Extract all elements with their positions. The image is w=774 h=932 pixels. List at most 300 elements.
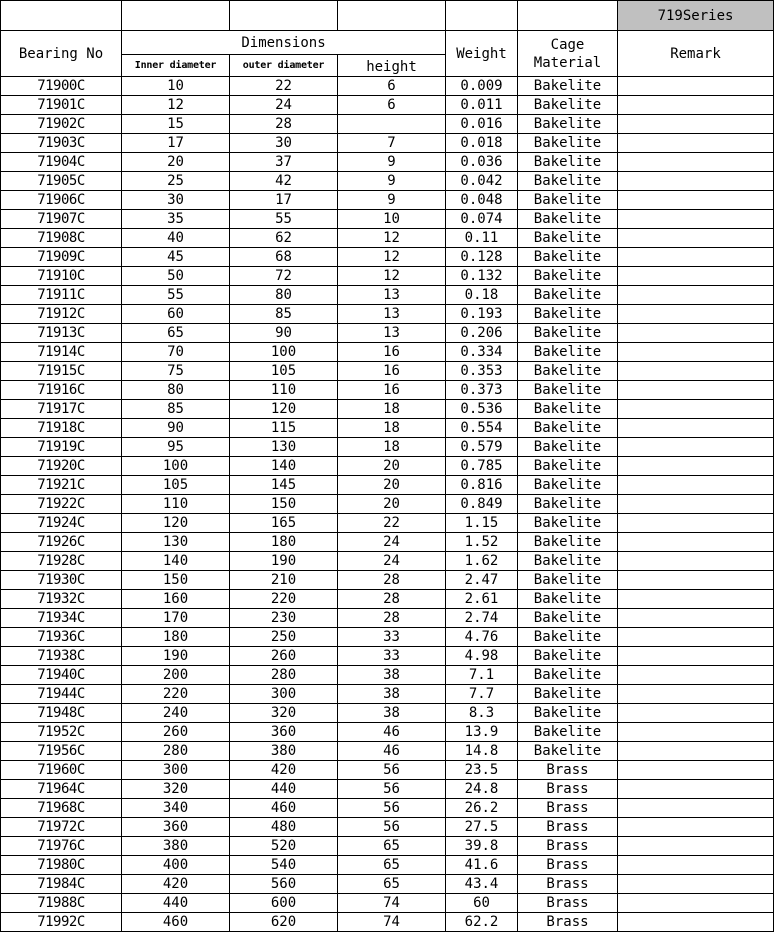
remark-cell [618, 666, 774, 685]
outer-diameter-cell: 42 [230, 172, 338, 191]
table-row [1, 704, 774, 723]
remark-cell [618, 875, 774, 894]
table-row [1, 837, 774, 856]
inner-diameter-cell: 35 [122, 210, 230, 229]
blank-cell [122, 1, 230, 31]
table-row [1, 761, 774, 780]
outer-diameter-cell: 145 [230, 476, 338, 495]
weight-cell: 0.193 [446, 305, 518, 324]
cage-material-cell: Bakelite [518, 419, 618, 438]
outer-diameter-cell: 17 [230, 191, 338, 210]
cage-material-cell: Brass [518, 913, 618, 932]
blank-cell [446, 1, 518, 31]
inner-diameter-cell: 420 [122, 875, 230, 894]
remark-cell [618, 96, 774, 115]
height-cell: 65 [338, 837, 446, 856]
bearing-no-cell: 71932C [1, 590, 122, 609]
bearing-no-cell: 71909C [1, 248, 122, 267]
table-row [1, 571, 774, 590]
inner-diameter-cell: 130 [122, 533, 230, 552]
remark-cell [618, 590, 774, 609]
outer-diameter-cell: 250 [230, 628, 338, 647]
weight-cell: 2.47 [446, 571, 518, 590]
height-cell: 20 [338, 476, 446, 495]
bearing-no-cell: 71904C [1, 153, 122, 172]
weight-cell: 0.579 [446, 438, 518, 457]
table-row [1, 115, 774, 134]
table-row [1, 552, 774, 571]
bearing-no-cell: 71903C [1, 134, 122, 153]
cage-material-cell: Bakelite [518, 476, 618, 495]
outer-diameter-cell: 180 [230, 533, 338, 552]
remark-cell [618, 343, 774, 362]
outer-diameter-cell: 320 [230, 704, 338, 723]
height-cell: 28 [338, 571, 446, 590]
outer-diameter-cell: 37 [230, 153, 338, 172]
remark-cell [618, 894, 774, 913]
table-row [1, 799, 774, 818]
table-row [1, 723, 774, 742]
cage-material-cell: Bakelite [518, 248, 618, 267]
bearing-no-cell: 71912C [1, 305, 122, 324]
bearing-no-cell: 71960C [1, 761, 122, 780]
bearing-no-cell: 71972C [1, 818, 122, 837]
outer-diameter-cell: 120 [230, 400, 338, 419]
inner-diameter-cell: 320 [122, 780, 230, 799]
outer-diameter-cell: 90 [230, 324, 338, 343]
table-row [1, 419, 774, 438]
cage-material-cell: Bakelite [518, 438, 618, 457]
remark-cell [618, 476, 774, 495]
cage-material-cell: Bakelite [518, 628, 618, 647]
inner-diameter-cell: 300 [122, 761, 230, 780]
height-cell: 33 [338, 647, 446, 666]
cage-material-cell: Bakelite [518, 685, 618, 704]
header-bearing-no: Bearing No [1, 31, 122, 77]
remark-cell [618, 761, 774, 780]
remark-cell [618, 514, 774, 533]
height-cell: 74 [338, 894, 446, 913]
outer-diameter-cell: 140 [230, 457, 338, 476]
inner-diameter-cell: 85 [122, 400, 230, 419]
cage-material-cell: Bakelite [518, 286, 618, 305]
cage-material-cell: Brass [518, 856, 618, 875]
bearing-no-cell: 71968C [1, 799, 122, 818]
inner-diameter-cell: 40 [122, 229, 230, 248]
cage-material-cell: Bakelite [518, 609, 618, 628]
inner-diameter-cell: 15 [122, 115, 230, 134]
height-cell: 56 [338, 818, 446, 837]
bearing-no-cell: 71900C [1, 77, 122, 96]
cage-material-cell: Bakelite [518, 723, 618, 742]
table-row [1, 324, 774, 343]
inner-diameter-cell: 60 [122, 305, 230, 324]
bearing-no-cell: 71984C [1, 875, 122, 894]
inner-diameter-cell: 20 [122, 153, 230, 172]
weight-cell: 0.074 [446, 210, 518, 229]
remark-cell [618, 742, 774, 761]
bearing-no-cell: 71902C [1, 115, 122, 134]
outer-diameter-cell: 380 [230, 742, 338, 761]
blank-cell [230, 1, 338, 31]
weight-cell: 60 [446, 894, 518, 913]
bearing-no-cell: 71924C [1, 514, 122, 533]
cage-material-cell: Bakelite [518, 305, 618, 324]
inner-diameter-cell: 180 [122, 628, 230, 647]
outer-diameter-cell: 28 [230, 115, 338, 134]
height-cell: 56 [338, 780, 446, 799]
inner-diameter-cell: 100 [122, 457, 230, 476]
header-weight: Weight [446, 31, 518, 77]
inner-diameter-cell: 120 [122, 514, 230, 533]
inner-diameter-cell: 280 [122, 742, 230, 761]
outer-diameter-cell: 110 [230, 381, 338, 400]
bearing-no-cell: 71920C [1, 457, 122, 476]
weight-cell: 0.536 [446, 400, 518, 419]
header-height: height [338, 55, 446, 77]
table-row [1, 875, 774, 894]
height-cell: 13 [338, 286, 446, 305]
table-row [1, 780, 774, 799]
bearing-no-cell: 71980C [1, 856, 122, 875]
table-row [1, 913, 774, 932]
weight-cell: 0.373 [446, 381, 518, 400]
cage-material-cell: Brass [518, 837, 618, 856]
weight-cell: 7.1 [446, 666, 518, 685]
outer-diameter-cell: 440 [230, 780, 338, 799]
outer-diameter-cell: 210 [230, 571, 338, 590]
cage-material-cell: Bakelite [518, 343, 618, 362]
height-cell: 38 [338, 704, 446, 723]
remark-cell [618, 77, 774, 96]
remark-cell [618, 780, 774, 799]
inner-diameter-cell: 170 [122, 609, 230, 628]
bearing-no-cell: 71910C [1, 267, 122, 286]
header-remark: Remark [618, 31, 774, 77]
outer-diameter-cell: 260 [230, 647, 338, 666]
height-cell: 20 [338, 457, 446, 476]
remark-cell [618, 609, 774, 628]
table-row [1, 495, 774, 514]
outer-diameter-cell: 85 [230, 305, 338, 324]
table-row [1, 647, 774, 666]
table-row [1, 191, 774, 210]
remark-cell [618, 685, 774, 704]
inner-diameter-cell: 90 [122, 419, 230, 438]
inner-diameter-cell: 55 [122, 286, 230, 305]
table-row [1, 894, 774, 913]
weight-cell: 4.98 [446, 647, 518, 666]
inner-diameter-cell: 240 [122, 704, 230, 723]
table-row [1, 153, 774, 172]
remark-cell [618, 134, 774, 153]
bearing-no-cell: 71921C [1, 476, 122, 495]
table-row [1, 77, 774, 96]
remark-cell [618, 419, 774, 438]
inner-diameter-cell: 460 [122, 913, 230, 932]
height-cell: 28 [338, 609, 446, 628]
series-label: 719Series [618, 1, 774, 31]
remark-cell [618, 647, 774, 666]
inner-diameter-cell: 140 [122, 552, 230, 571]
cage-material-cell: Bakelite [518, 457, 618, 476]
height-cell: 6 [338, 96, 446, 115]
bearing-no-cell: 71926C [1, 533, 122, 552]
remark-cell [618, 856, 774, 875]
table-row [1, 229, 774, 248]
cage-material-cell: Bakelite [518, 134, 618, 153]
weight-cell: 0.206 [446, 324, 518, 343]
bearing-no-cell: 71936C [1, 628, 122, 647]
header-cage-line1: Cage [550, 36, 585, 53]
header-dimensions: Dimensions [122, 31, 446, 55]
inner-diameter-cell: 12 [122, 96, 230, 115]
remark-cell [618, 628, 774, 647]
weight-cell: 0.009 [446, 77, 518, 96]
inner-diameter-cell: 340 [122, 799, 230, 818]
height-cell: 12 [338, 229, 446, 248]
table-row [1, 362, 774, 381]
remark-cell [618, 286, 774, 305]
cage-material-cell: Bakelite [518, 381, 618, 400]
outer-diameter-cell: 22 [230, 77, 338, 96]
height-cell: 18 [338, 438, 446, 457]
height-cell: 56 [338, 799, 446, 818]
bearing-no-cell: 71930C [1, 571, 122, 590]
remark-cell [618, 267, 774, 286]
bearing-no-cell: 71919C [1, 438, 122, 457]
header-cage-line2: Material [533, 54, 602, 71]
weight-cell: 26.2 [446, 799, 518, 818]
table-row [1, 134, 774, 153]
outer-diameter-cell: 72 [230, 267, 338, 286]
height-cell: 16 [338, 362, 446, 381]
table-row [1, 685, 774, 704]
cage-material-cell: Bakelite [518, 96, 618, 115]
cage-material-cell: Brass [518, 818, 618, 837]
remark-cell [618, 248, 774, 267]
header-inner-diameter: Inner diameter [122, 55, 230, 77]
remark-cell [618, 552, 774, 571]
weight-cell: 0.042 [446, 172, 518, 191]
remark-cell [618, 229, 774, 248]
table-row [1, 438, 774, 457]
outer-diameter-cell: 600 [230, 894, 338, 913]
weight-cell: 62.2 [446, 913, 518, 932]
weight-cell: 41.6 [446, 856, 518, 875]
remark-cell [618, 324, 774, 343]
height-cell: 46 [338, 723, 446, 742]
weight-cell: 1.62 [446, 552, 518, 571]
weight-cell: 0.816 [446, 476, 518, 495]
bearing-no-cell: 71944C [1, 685, 122, 704]
cage-material-cell: Brass [518, 799, 618, 818]
weight-cell: 0.128 [446, 248, 518, 267]
bearing-no-cell: 71956C [1, 742, 122, 761]
table-row [1, 210, 774, 229]
remark-cell [618, 381, 774, 400]
weight-cell: 0.849 [446, 495, 518, 514]
inner-diameter-cell: 45 [122, 248, 230, 267]
outer-diameter-cell: 80 [230, 286, 338, 305]
inner-diameter-cell: 440 [122, 894, 230, 913]
table-row [1, 286, 774, 305]
table-row [1, 818, 774, 837]
cage-material-cell: Bakelite [518, 666, 618, 685]
weight-cell: 23.5 [446, 761, 518, 780]
height-cell: 65 [338, 875, 446, 894]
weight-cell: 7.7 [446, 685, 518, 704]
outer-diameter-cell: 105 [230, 362, 338, 381]
height-cell: 56 [338, 761, 446, 780]
inner-diameter-cell: 260 [122, 723, 230, 742]
outer-diameter-cell: 480 [230, 818, 338, 837]
remark-cell [618, 723, 774, 742]
bearing-no-cell: 71988C [1, 894, 122, 913]
outer-diameter-cell: 130 [230, 438, 338, 457]
height-cell: 18 [338, 400, 446, 419]
height-cell: 24 [338, 533, 446, 552]
table-row [1, 514, 774, 533]
inner-diameter-cell: 220 [122, 685, 230, 704]
table-row [1, 457, 774, 476]
table-row [1, 666, 774, 685]
weight-cell: 0.353 [446, 362, 518, 381]
remark-cell [618, 305, 774, 324]
bearing-no-cell: 71905C [1, 172, 122, 191]
remark-cell [618, 571, 774, 590]
inner-diameter-cell: 17 [122, 134, 230, 153]
height-cell: 9 [338, 153, 446, 172]
table-row [1, 476, 774, 495]
cage-material-cell: Bakelite [518, 742, 618, 761]
bearing-no-cell: 71906C [1, 191, 122, 210]
cage-material-cell: Bakelite [518, 172, 618, 191]
height-cell: 46 [338, 742, 446, 761]
weight-cell: 0.18 [446, 286, 518, 305]
height-cell: 38 [338, 685, 446, 704]
inner-diameter-cell: 110 [122, 495, 230, 514]
outer-diameter-cell: 55 [230, 210, 338, 229]
bearing-no-cell: 71938C [1, 647, 122, 666]
inner-diameter-cell: 10 [122, 77, 230, 96]
cage-material-cell: Bakelite [518, 400, 618, 419]
cage-material-cell: Bakelite [518, 704, 618, 723]
table-row [1, 533, 774, 552]
outer-diameter-cell: 115 [230, 419, 338, 438]
height-cell: 65 [338, 856, 446, 875]
table-row [1, 400, 774, 419]
table-row [1, 609, 774, 628]
weight-cell: 2.74 [446, 609, 518, 628]
cage-material-cell: Brass [518, 761, 618, 780]
remark-cell [618, 704, 774, 723]
outer-diameter-cell: 420 [230, 761, 338, 780]
height-cell: 6 [338, 77, 446, 96]
inner-diameter-cell: 200 [122, 666, 230, 685]
remark-cell [618, 210, 774, 229]
bearing-no-cell: 71918C [1, 419, 122, 438]
bearing-no-cell: 71917C [1, 400, 122, 419]
weight-cell: 27.5 [446, 818, 518, 837]
blank-cell [1, 1, 122, 31]
inner-diameter-cell: 400 [122, 856, 230, 875]
table-row [1, 267, 774, 286]
weight-cell: 24.8 [446, 780, 518, 799]
height-cell: 7 [338, 134, 446, 153]
outer-diameter-cell: 280 [230, 666, 338, 685]
outer-diameter-cell: 360 [230, 723, 338, 742]
height-cell: 16 [338, 343, 446, 362]
remark-cell [618, 438, 774, 457]
bearing-no-cell: 71922C [1, 495, 122, 514]
height-cell: 20 [338, 495, 446, 514]
bearing-no-cell: 71911C [1, 286, 122, 305]
weight-cell: 43.4 [446, 875, 518, 894]
inner-diameter-cell: 160 [122, 590, 230, 609]
header-cage-material [518, 31, 618, 77]
cage-material-cell: Bakelite [518, 533, 618, 552]
cage-material-cell: Brass [518, 894, 618, 913]
table-row [1, 381, 774, 400]
header-row-1 [1, 31, 774, 55]
bearing-no-cell: 71915C [1, 362, 122, 381]
weight-cell: 0.036 [446, 153, 518, 172]
cage-material-cell: Bakelite [518, 115, 618, 134]
remark-cell [618, 172, 774, 191]
table-row [1, 248, 774, 267]
bearing-no-cell: 71952C [1, 723, 122, 742]
weight-cell: 2.61 [446, 590, 518, 609]
bearing-no-cell: 71913C [1, 324, 122, 343]
inner-diameter-cell: 80 [122, 381, 230, 400]
inner-diameter-cell: 190 [122, 647, 230, 666]
height-cell: 13 [338, 305, 446, 324]
inner-diameter-cell: 50 [122, 267, 230, 286]
outer-diameter-cell: 560 [230, 875, 338, 894]
height-cell: 24 [338, 552, 446, 571]
remark-cell [618, 362, 774, 381]
inner-diameter-cell: 380 [122, 837, 230, 856]
weight-cell: 0.018 [446, 134, 518, 153]
inner-diameter-cell: 95 [122, 438, 230, 457]
table-row [1, 305, 774, 324]
height-cell: 28 [338, 590, 446, 609]
outer-diameter-cell: 460 [230, 799, 338, 818]
bearing-no-cell: 71948C [1, 704, 122, 723]
cage-material-cell: Bakelite [518, 552, 618, 571]
inner-diameter-cell: 65 [122, 324, 230, 343]
outer-diameter-cell: 62 [230, 229, 338, 248]
bearing-no-cell: 71976C [1, 837, 122, 856]
inner-diameter-cell: 70 [122, 343, 230, 362]
remark-cell [618, 913, 774, 932]
outer-diameter-cell: 220 [230, 590, 338, 609]
height-cell: 74 [338, 913, 446, 932]
bearing-no-cell: 71934C [1, 609, 122, 628]
outer-diameter-cell: 68 [230, 248, 338, 267]
table-row [1, 856, 774, 875]
weight-cell: 0.048 [446, 191, 518, 210]
height-cell: 9 [338, 172, 446, 191]
table-row [1, 172, 774, 191]
outer-diameter-cell: 100 [230, 343, 338, 362]
inner-diameter-cell: 105 [122, 476, 230, 495]
cage-material-cell: Bakelite [518, 153, 618, 172]
height-cell: 12 [338, 267, 446, 286]
cage-material-cell: Bakelite [518, 362, 618, 381]
header-outer-diameter: outer diameter [230, 55, 338, 77]
